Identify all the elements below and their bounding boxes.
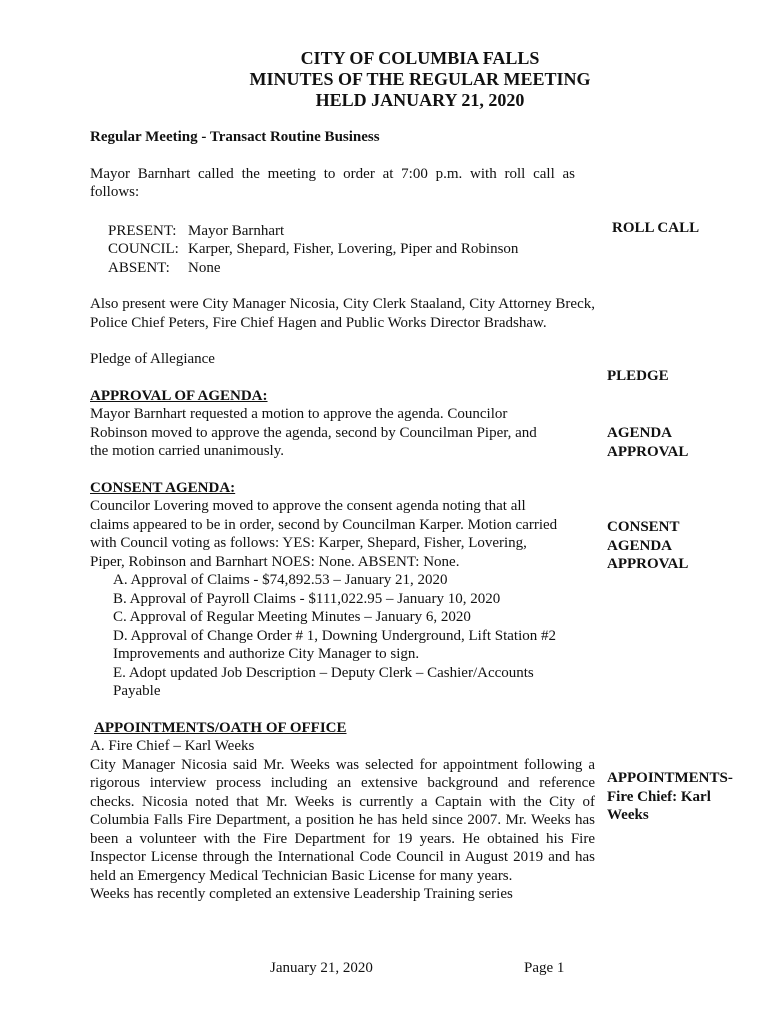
consent-item-b: B. Approval of Payroll Claims - $111,022.95 – January 10, 2020	[113, 590, 501, 607]
side-label-text: AGENDA	[607, 537, 673, 554]
agenda-heading: APPROVAL OF AGENDA:	[90, 387, 268, 404]
consent-items	[113, 571, 595, 701]
roll-call-list	[108, 222, 595, 278]
side-label-appointments	[607, 769, 757, 825]
call-to-order: Mayor Barnhart called the meeting to order at 7:00 p.m. with roll call as follows:	[90, 165, 575, 200]
consent-line: Piper, Robinson and Barnhart NOES: None. ABSENT: None.	[90, 553, 460, 570]
side-label-text: Fire Chief: Karl	[607, 788, 711, 805]
agenda-line: Robinson moved to approve the agenda, second by Councilman Piper, and	[90, 424, 537, 441]
council-label: COUNCIL:	[108, 241, 179, 257]
agenda-line: the motion carried unanimously.	[90, 443, 284, 459]
consent-item-e: E. Adopt updated Job Description – Deputy Clerk – Cashier/Accounts	[113, 664, 534, 681]
side-label-text: APPROVAL	[607, 556, 689, 572]
appointments-heading: APPOINTMENTS/OATH OF OFFICE	[94, 719, 347, 736]
title-date: HELD JANUARY 21, 2020	[315, 90, 525, 110]
footer-date: January 21, 2020	[270, 960, 373, 976]
consent-line: claims appeared to be in order, second by Councilman Karper. Motion carried	[90, 516, 558, 533]
title-minutes: MINUTES OF THE REGULAR MEETING	[249, 69, 591, 89]
roll-absent	[108, 259, 595, 278]
consent-item-d: D. Approval of Change Order # 1, Downing Underground, Lift Station #2	[113, 627, 556, 644]
absent-value: None	[188, 259, 221, 276]
meeting-type: Regular Meeting - Transact Routine Business	[90, 129, 380, 145]
appointments-body: City Manager Nicosia said Mr. Weeks was selected for appointment following a rigorous interview process including an extensive background and reference checks. Nicosia noted that Mr. Weeks is currently a Captain with the City of Columbia Falls Fire Department, a position he has held since 2007. Mr. Weeks has been a volunteer with the Fire Department for 19 years. He obtained his Fire Inspector License through the International Code Council in August 2019 and has held an Emergency Medical Technician Basic License for many years.	[90, 756, 595, 884]
side-label-text: Weeks	[607, 807, 649, 823]
side-label-text: AGENDA	[607, 425, 673, 441]
consent-line: with Council voting as follows: YES: Karper, Shepard, Fisher, Lovering,	[90, 535, 527, 551]
roll-present	[108, 222, 595, 241]
document-title	[0, 48, 770, 111]
consent-item-c: C. Approval of Regular Meeting Minutes – January 6, 2020	[113, 609, 471, 625]
side-label-roll-call	[612, 219, 762, 238]
consent-item-e-cont: Payable	[113, 683, 161, 699]
pledge-text: Pledge of Allegiance	[90, 351, 215, 367]
side-label-text: ROLL CALL	[612, 220, 700, 236]
present-value: Mayor Barnhart	[188, 222, 285, 239]
page-number: Page 1	[524, 960, 565, 976]
title-city: CITY OF COLUMBIA FALLS	[300, 48, 540, 68]
agenda-line: Mayor Barnhart requested a motion to approve the agenda. Councilor	[90, 406, 508, 422]
side-label-text: APPROVAL	[607, 443, 689, 460]
minutes-body	[90, 128, 595, 904]
council-value: Karper, Shepard, Fisher, Lovering, Piper and Robinson	[188, 241, 519, 257]
side-label-agenda-approval	[607, 424, 757, 461]
consent-item-a: A. Approval of Claims - $74,892.53 – January 21, 2020	[113, 572, 448, 588]
roll-council	[108, 240, 595, 259]
side-label-text: CONSENT	[607, 519, 680, 535]
side-label-consent	[607, 518, 757, 574]
absent-label: ABSENT:	[108, 259, 170, 276]
side-label-text: APPOINTMENTS-	[607, 770, 733, 786]
appointments-sub: A. Fire Chief – Karl Weeks	[90, 738, 255, 754]
consent-heading: CONSENT AGENDA:	[90, 479, 236, 496]
consent-line: Councilor Lovering moved to approve the consent agenda noting that all	[90, 498, 526, 514]
present-label: PRESENT:	[108, 222, 177, 239]
consent-item-d-cont: Improvements and authorize City Manager to sign.	[113, 646, 420, 662]
also-present: Also present were City Manager Nicosia, City Clerk Staaland, City Attorney Breck, Police Chief Peters, Fire Chief Hagen and Public Works Director Bradshaw.	[90, 296, 595, 331]
appointments-last-line: Weeks has recently completed an extensive Leadership Training series	[90, 886, 513, 902]
side-label-text: PLEDGE	[607, 368, 669, 384]
side-label-pledge	[607, 367, 757, 386]
